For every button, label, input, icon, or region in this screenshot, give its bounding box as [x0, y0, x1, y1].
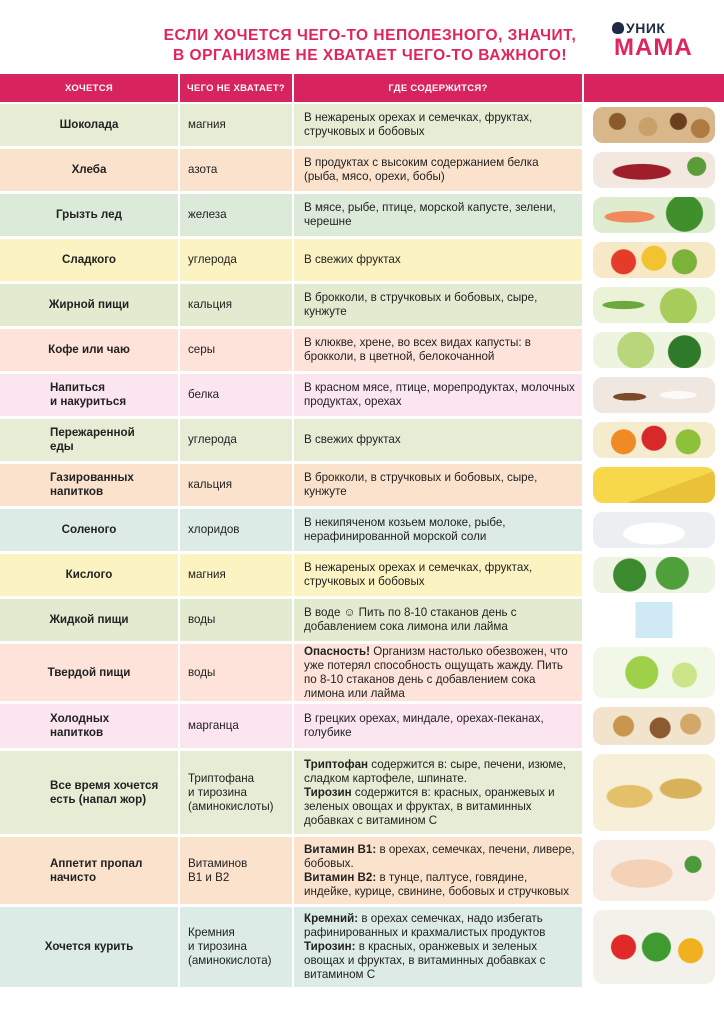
cell-where: [294, 644, 582, 701]
cell-lack: [180, 644, 292, 701]
where-text: [304, 253, 401, 267]
cell-where: [294, 329, 582, 371]
where-text: [304, 712, 576, 740]
lack-text: кальция: [188, 478, 232, 491]
cell-where: [294, 464, 582, 506]
cell-image: [584, 464, 724, 506]
cell-want: [0, 329, 178, 371]
cell-lack: [180, 599, 292, 641]
where-text: [304, 111, 576, 139]
cell-where: [294, 751, 582, 834]
cat-icon: [612, 22, 624, 34]
cell-want: [0, 704, 178, 748]
cell-lack: [180, 149, 292, 191]
where-normal: В нежареных орехах и семечках, фруктах, стручковых и бобовых: [304, 111, 533, 138]
cell-where: [294, 509, 582, 551]
cell-lack: [180, 239, 292, 281]
cell-image: [584, 284, 724, 326]
lack-text: марганца: [188, 719, 239, 732]
cell-lack: [180, 419, 292, 461]
cell-image: [584, 907, 724, 987]
logo: [612, 20, 702, 66]
where-text: [304, 156, 576, 184]
table-row: [0, 329, 724, 373]
cell-lack: [180, 509, 292, 551]
lack-text: кальция: [188, 298, 232, 311]
want-text: Все время хочется есть (напал жор): [50, 778, 159, 806]
meat-image: [593, 152, 715, 188]
cell-want: [0, 284, 178, 326]
table-row: [0, 419, 724, 463]
cell-where: [294, 837, 582, 904]
want-text: Холодных напитков: [50, 712, 110, 739]
lack-text: воды: [188, 613, 216, 626]
water-glass-image: [593, 602, 715, 638]
want-text: Хочется курить: [44, 940, 134, 953]
cell-want: [0, 374, 178, 416]
cell-lack: [180, 554, 292, 596]
cell-image: [584, 194, 724, 236]
cheese-image: [593, 467, 715, 503]
where-normal: Организм настолько обезвожен, что уже потерял способность ощущать жажду. Пить по 8-10 стаканов день с добавлением сока лимона или лайма: [304, 644, 568, 700]
cell-where: [294, 554, 582, 596]
cell-image: [584, 239, 724, 281]
cell-image: [584, 704, 724, 748]
where-text: [304, 912, 576, 982]
logo-bottom-text: МАМА: [614, 34, 693, 61]
fish-greens-image: [593, 197, 715, 233]
logo-top-text: УНИК: [626, 20, 666, 36]
where-normal: в орехах семечках, надо избегать рафинированных и крахмалистых продуктов: [304, 912, 546, 939]
table-row: [0, 194, 724, 238]
where-normal: В некипяченом козьем молоке, рыбе, нерафинированной морской соли: [304, 516, 506, 543]
page-title: [150, 26, 590, 66]
milk-splash-image: [593, 512, 715, 548]
where-normal: В мясе, рыбе, птице, морской капусте, зелени, черешне: [304, 201, 556, 228]
lack-text: Витаминов В1 и В2: [188, 856, 248, 884]
where-normal: В воде ☺ Пить по 8-10 стаканов день с добавлением сока лимона или лайма: [304, 606, 517, 633]
cell-where: [294, 149, 582, 191]
cell-want: [0, 149, 178, 191]
beans-image: [593, 287, 715, 323]
cabbage-image: [593, 332, 715, 368]
lack-text: углерода: [188, 433, 237, 446]
where-normal: в красных, оранжевых и зеленых овощах и фруктах, в витаминных добавках с витамином С: [304, 940, 546, 981]
where-text: [304, 291, 576, 319]
table-row: [0, 837, 724, 906]
lack-text: железа: [188, 208, 227, 221]
cell-want: [0, 239, 178, 281]
cell-want: [0, 907, 178, 987]
cell-lack: [180, 837, 292, 904]
where-bold: Тирозин: [304, 785, 352, 799]
cell-want: [0, 599, 178, 641]
cell-where: [294, 704, 582, 748]
lack-text: магния: [188, 568, 226, 581]
where-text: [304, 336, 576, 364]
where-normal: В свежих фруктах: [304, 253, 401, 266]
where-normal: В продуктах с высоким содержанием белка (рыба, мясо, орехи, бобы): [304, 156, 539, 183]
want-text: Жирной пищи: [48, 298, 130, 311]
cell-image: [584, 374, 724, 416]
want-text: Кофе или чаю: [48, 343, 130, 356]
where-normal: В красном мясе, птице, морепродуктах, молочных продуктах, орехах: [304, 381, 575, 408]
cell-image: [584, 554, 724, 596]
lack-text: магния: [188, 118, 226, 131]
where-normal: в орехах, семечках, печени, ливере, бобовых.: [304, 842, 575, 870]
table-row: [0, 464, 724, 508]
cell-want: [0, 194, 178, 236]
cell-lack: [180, 751, 292, 834]
table-row: [0, 907, 724, 989]
where-bold: Витамин В2:: [304, 870, 377, 884]
title-line-1: ЕСЛИ ХОЧЕТСЯ ЧЕГО-ТО НЕПОЛЕЗНОГО, ЗНАЧИТ,: [163, 27, 577, 44]
where-bold: Витамин В1:: [304, 842, 377, 856]
fruits-image-2: [593, 422, 715, 458]
lack-text: Триптофана и тирозина (аминокислоты): [188, 771, 274, 813]
where-text: [304, 606, 576, 634]
cell-image: [584, 329, 724, 371]
where-bold: Кремний:: [304, 912, 359, 925]
lack-text: воды: [188, 665, 216, 679]
cell-where: [294, 907, 582, 987]
table-row: [0, 751, 724, 836]
want-text: Шоколада: [59, 118, 119, 131]
want-text: Кислого: [65, 568, 113, 581]
fruits-image: [593, 242, 715, 278]
table-row: [0, 104, 724, 148]
cell-lack: [180, 374, 292, 416]
where-text: [304, 381, 576, 409]
cell-where: [294, 419, 582, 461]
cell-image: [584, 104, 724, 146]
title-line-2: В ОРГАНИЗМЕ НЕ ХВАТАЕТ ЧЕГО-ТО ВАЖНОГО!: [173, 47, 567, 64]
where-normal: содержится в: красных, оранжевых и зеленых овощах и фруктах, в витаминных добавках с витамином С: [304, 785, 555, 827]
cell-image: [584, 509, 724, 551]
table-row: [0, 554, 724, 598]
want-text: Газированных напитков: [50, 471, 134, 498]
lack-text: азота: [188, 163, 218, 176]
lime-image: [593, 647, 715, 698]
header: [0, 0, 724, 72]
table-row: [0, 239, 724, 283]
cell-image: [584, 149, 724, 191]
where-normal: В брокколи, в стручковых и бобовых, сыре, кунжуте: [304, 471, 538, 498]
cell-where: [294, 194, 582, 236]
where-text: [304, 433, 401, 447]
table-header: [0, 74, 724, 102]
table-row: [0, 704, 724, 750]
cell-want: [0, 837, 178, 904]
vegetables-image: [593, 910, 715, 984]
cell-where: [294, 599, 582, 641]
milk-image: [593, 377, 715, 413]
cell-lack: [180, 284, 292, 326]
cell-image: [584, 419, 724, 461]
table-row: [0, 599, 724, 643]
want-text: Аппетит пропал начисто: [50, 856, 143, 884]
cell-where: [294, 104, 582, 146]
where-normal: содержится в: сыре, печени, изюме, сладком картофеле, шпинате.: [304, 757, 566, 785]
lack-text: хлоридов: [188, 523, 240, 536]
cell-image: [584, 837, 724, 904]
table-row: [0, 374, 724, 418]
nuts-image: [593, 107, 715, 143]
broccoli-image: [593, 557, 715, 593]
table-row: [0, 284, 724, 328]
where-normal: В грецких орехах, миндале, орехах-пеканах, голубике: [304, 712, 544, 739]
column-header-lack: ЧЕГО НЕ ХВАТАЕТ?: [180, 74, 292, 102]
where-text: [304, 561, 576, 589]
where-bold: Тирозин:: [304, 940, 356, 953]
cell-where: [294, 239, 582, 281]
where-bold: Опасность!: [304, 644, 370, 658]
lack-text: белка: [188, 388, 220, 401]
cell-want: [0, 751, 178, 834]
where-text: [304, 201, 576, 229]
where-normal: В клюкве, хрене, во всех видах капусты: в брокколи, в цветной, белокочанной: [304, 336, 531, 363]
where-bold: Триптофан: [304, 757, 369, 771]
column-header-where: ГДЕ СОДЕРЖИТСЯ?: [294, 74, 582, 102]
cell-lack: [180, 704, 292, 748]
where-normal: в тунце, палтусе, говядине, индейке, курице, свинине, бобовых и стручковых: [304, 870, 570, 898]
want-text: Напиться и накуриться: [50, 381, 127, 408]
cell-image: [584, 644, 724, 701]
lack-text: серы: [188, 343, 216, 356]
where-normal: В нежареных орехах и семечках, фруктах, стручковых и бобовых: [304, 561, 533, 588]
lack-text: Кремния и тирозина (аминокислота): [188, 926, 272, 967]
column-header-want: ХОЧЕТСЯ: [0, 74, 178, 102]
chicken-image: [593, 840, 715, 901]
cell-want: [0, 104, 178, 146]
where-text: [304, 843, 576, 899]
potato-image: [593, 754, 715, 831]
cell-want: [0, 419, 178, 461]
cell-want: [0, 644, 178, 701]
lack-text: углерода: [188, 253, 237, 266]
cell-lack: [180, 194, 292, 236]
cell-lack: [180, 907, 292, 987]
cell-image: [584, 599, 724, 641]
cell-where: [294, 284, 582, 326]
where-text: [304, 758, 576, 828]
cell-image: [584, 751, 724, 834]
cell-want: [0, 464, 178, 506]
want-text: Сладкого: [61, 253, 117, 266]
cell-want: [0, 509, 178, 551]
where-text: [304, 471, 576, 499]
cell-want: [0, 554, 178, 596]
column-header-image: [584, 74, 724, 102]
want-text: Пережаренной еды: [50, 426, 135, 453]
cell-lack: [180, 464, 292, 506]
want-text: Грызть лед: [56, 208, 122, 221]
want-text: Твердой пищи: [47, 665, 131, 679]
cell-lack: [180, 104, 292, 146]
table-row: [0, 509, 724, 553]
want-text: Хлеба: [71, 163, 107, 176]
cell-lack: [180, 329, 292, 371]
nuts-image-2: [593, 707, 715, 745]
where-normal: В свежих фруктах: [304, 433, 401, 446]
cell-where: [294, 374, 582, 416]
where-text: [304, 645, 576, 701]
want-text: Жидкой пищи: [49, 613, 129, 626]
want-text: Соленого: [61, 523, 117, 536]
where-text: [304, 516, 576, 544]
table-row: [0, 644, 724, 703]
table-row: [0, 149, 724, 193]
where-normal: В брокколи, в стручковых и бобовых, сыре, кунжуте: [304, 291, 538, 318]
